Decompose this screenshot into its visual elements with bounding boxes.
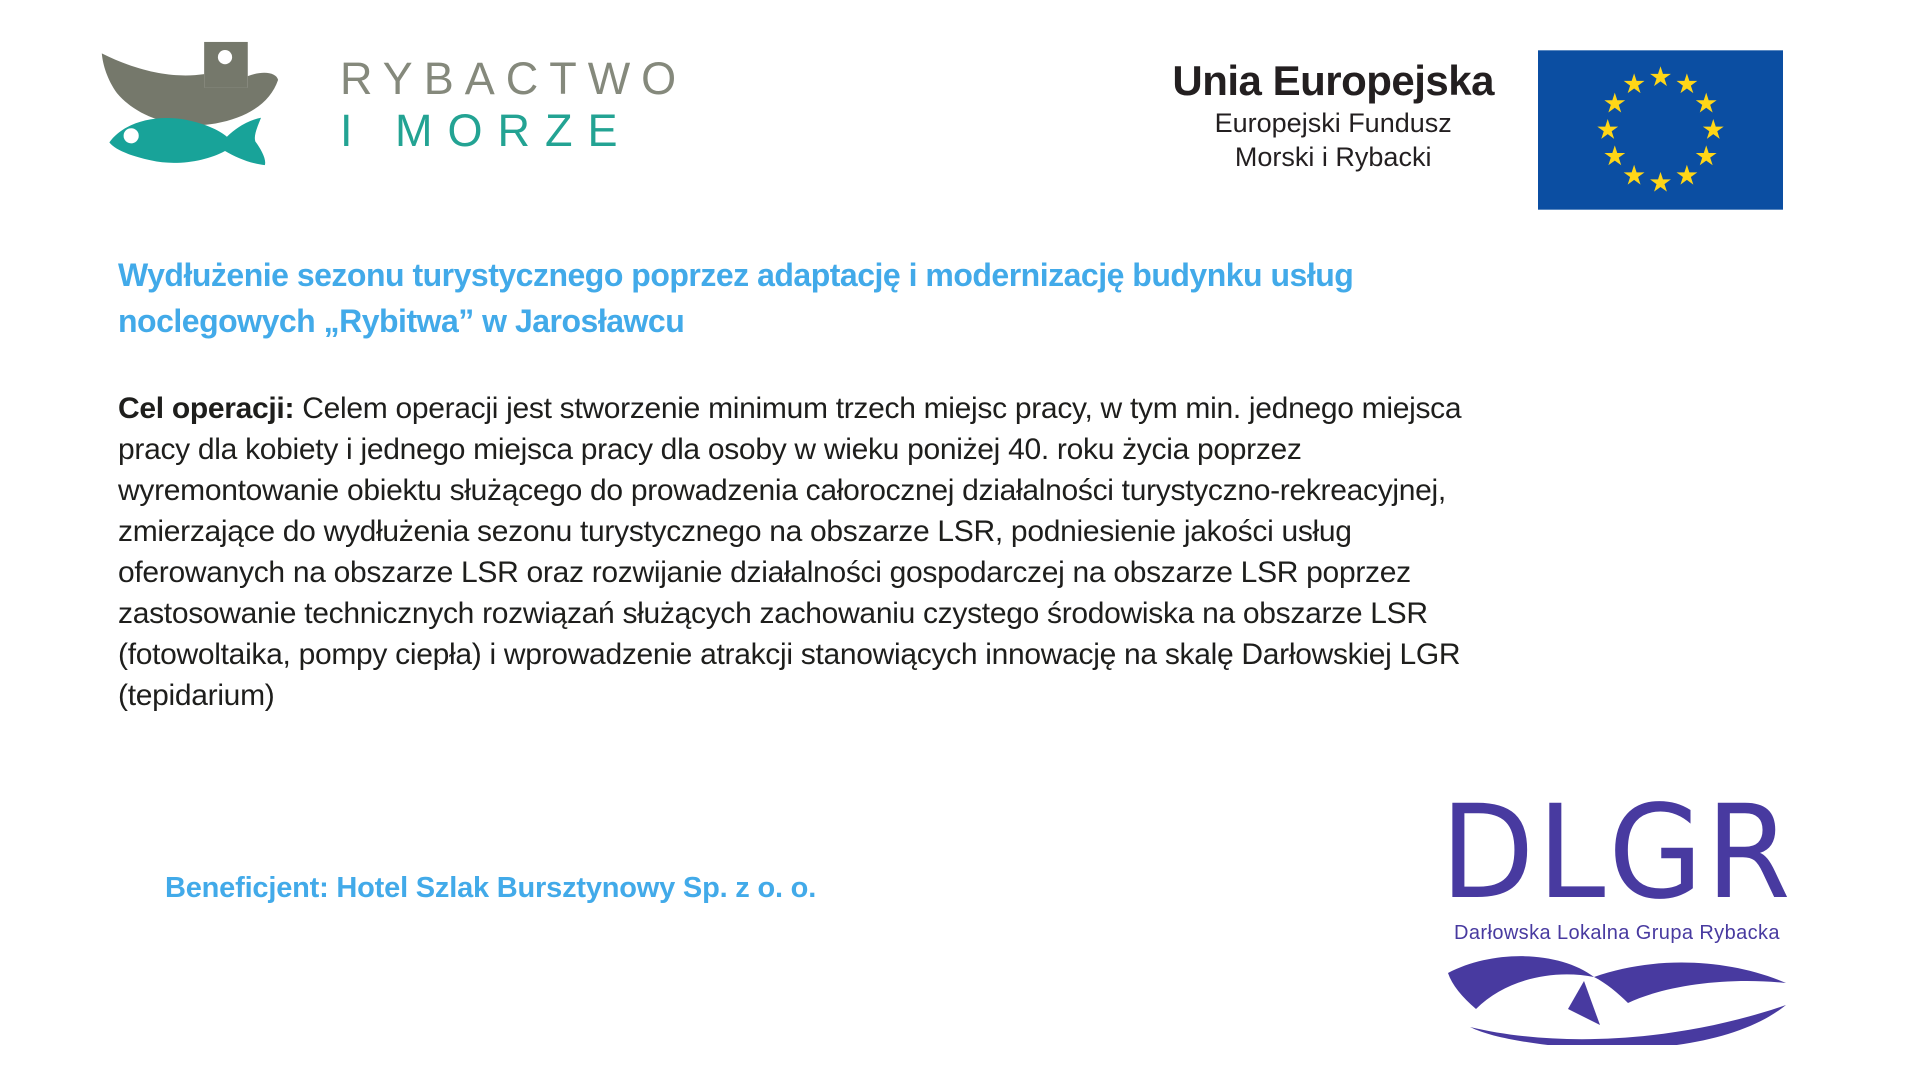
- rybactwo-logo: [98, 38, 687, 171]
- rybactwo-wordmark-line2: I MORZE: [340, 104, 633, 156]
- eu-subtitle-line1: Europejski Fundusz: [1214, 108, 1452, 138]
- eu-text-block: [1172, 50, 1494, 174]
- eu-subtitle-line2: Morski i Rybacki: [1234, 142, 1432, 172]
- rybactwo-wordmark-line1: RYBACTWO: [340, 52, 688, 104]
- eu-attribution: [1172, 50, 1783, 210]
- dlgr-logo: [1438, 777, 1796, 1045]
- dlgr-full-name: Darłowska Lokalna Grupa Rybacka: [1454, 922, 1780, 944]
- eu-flag-icon: [1538, 50, 1783, 210]
- dlgr-wordmark: DLGR: [1440, 777, 1794, 928]
- operation-label: Cel operacji:: [118, 392, 295, 425]
- wave-icon: [1442, 953, 1792, 1045]
- project-title: Wydłużenie sezonu turystycznego poprzez adaptację i modernizację budynku usług noclegowych „Rybitwa” w Jarosławcu: [118, 257, 1354, 339]
- boat-and-fish-icon: [98, 38, 316, 171]
- eu-title: Unia Europejska: [1172, 57, 1494, 104]
- operation-paragraph: [118, 388, 1463, 716]
- operation-text: Celem operacji jest stworzenie minimum trzech miejsc pracy, w tym min. jednego miejsca pracy dla kobiety i jednego miejsca pracy dla osoby w wieku poniżej 40. roku życia poprzez wyremontowanie obiektu służącego do prowadzenia całorocznej działalności turystyczno-rekreacyjnej, zmierzające do wydłużenia sezonu turystycznego na obszarze LSR, podniesienie jakości usług oferowanych na obszarze LSR oraz rozwijanie działalności gospodarczej na obszarze LSR poprzez zastosowanie technicznych rozwiązań służących zachowaniu czystego środowiska na obszarze LSR (fotowoltaika, pompy ciepła) i wprowadzenie atrakcji stanowiących innowację na skalę Darłowskiej LGR (tepidarium): [118, 392, 1462, 712]
- beneficiary-line: Beneficjent: Hotel Szlak Bursztynowy Sp. z o. o.: [165, 872, 817, 904]
- rybactwo-wordmark: [340, 53, 687, 157]
